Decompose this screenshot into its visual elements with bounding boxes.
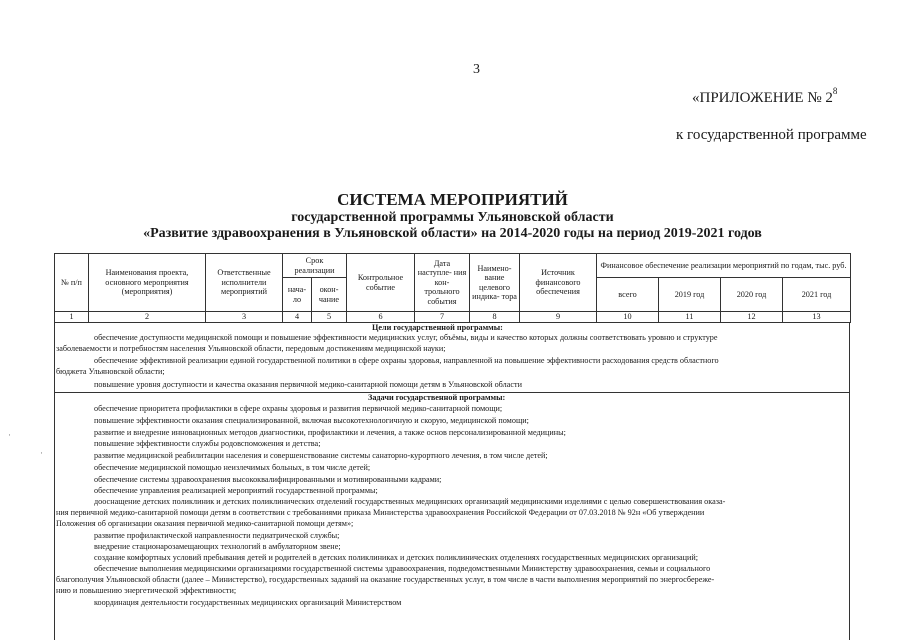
goal-line: бюджета Ульяновской области;: [56, 367, 165, 376]
goals-heading: Цели государственной программы:: [372, 323, 503, 332]
column-number: 5: [312, 312, 347, 323]
page-number: 3: [473, 62, 480, 77]
goal-line: повышение уровня доступности и качества оказания первичной медико-санитарной помощи детям в Ульяновской области: [94, 380, 522, 389]
header-2020: 2020 год: [721, 278, 783, 312]
header-executors: Ответственные исполнители мероприятий: [206, 254, 283, 312]
column-number: 11: [659, 312, 721, 323]
header-date: Дата наступле- ния кон- трольного события: [415, 254, 470, 312]
task-line: обеспечение медицинской помощью неизлечимых больных, в том числе детей;: [94, 463, 371, 472]
task-line: обеспечение управления реализацией мероприятий государственной программы;: [94, 486, 378, 495]
task-line: ния первичной медико-санитарной помощи детям в соответствии с требованиями приказа Министерства здравоохранения Российской Федерации от 07.03.2018 № 92н «Об утверждении: [56, 508, 705, 517]
task-line: дооснащение детских поликлиник и детских поликлинических отделений государственных медицинских организаций медицинскими изделиями с целью совершенствования оказа-: [94, 497, 726, 506]
margin-scan-mark: ·: [40, 448, 43, 458]
task-line: развитие медицинской реабилитации населения и совершенствование системы санаторно-курортного лечения, в том числе детей;: [94, 451, 548, 460]
header-indicator: Наимено- вание целевого индика- тора: [470, 254, 520, 312]
header-2019: 2019 год: [659, 278, 721, 312]
column-number: 8: [470, 312, 520, 323]
header-2021: 2021 год: [783, 278, 851, 312]
appendix-subtitle: к государственной программе: [676, 127, 867, 143]
column-number: 10: [597, 312, 659, 323]
header-num: № п/п: [55, 254, 89, 312]
task-line: создание комфортных условий пребывания детей и родителей в детских поликлиниках и детских поликлинических отделениях государственных медицинских организаций;: [94, 553, 699, 562]
header-term-end: окон- чание: [312, 278, 347, 312]
document-subtitle-2: «Развитие здравоохранения в Ульяновской области» на 2014-2020 годы на период 2019-2021 годов: [143, 226, 762, 241]
margin-scan-mark: ·: [8, 430, 11, 440]
appendix-title-text: «ПРИЛОЖЕНИЕ № 2: [692, 90, 833, 106]
appendix-title-superscript: 8: [832, 86, 838, 96]
task-line: координация деятельности государственных медицинских организаций Министерством: [94, 598, 402, 607]
task-line: повышение эффективности службы родовспоможения и детства;: [94, 439, 321, 448]
task-line: обеспечение приоритета профилактики в сфере охраны здоровья и развития первичной медико-санитарной помощи;: [94, 404, 503, 413]
task-line: развитие и внедрение инновационных методов диагностики, профилактики и лечения, а также основ персонализированной медицины;: [94, 428, 566, 437]
measures-table-header: [54, 253, 851, 323]
header-source: Источник финансового обеспечения: [520, 254, 597, 312]
task-line: обеспечение системы здравоохранения высококвалифицированными и мотивированными кадрами;: [94, 475, 442, 484]
column-number: 7: [415, 312, 470, 323]
header-control-event: Контрольное событие: [347, 254, 415, 312]
task-line: нию и повышению энергетической эффективности;: [56, 586, 237, 595]
task-line: благополучия Ульяновской области (далее – Министерство), государственных заданий на оказание государственных услуг, в том числе в части выполнения мероприятий по энергосбереже-: [56, 575, 715, 584]
task-line: обеспечение выполнения медицинскими организациями государственной системы здравоохранения, подведомственными Министерству здравоохранения, семьи и социального: [94, 564, 711, 573]
column-number: 4: [283, 312, 312, 323]
tasks-heading: Задачи государственной программы:: [368, 393, 506, 402]
column-number: 2: [89, 312, 206, 323]
task-line: Положения об организации оказания первичной медико-санитарной помощи детям»;: [56, 519, 354, 528]
document-subtitle-1: государственной программы Ульяновской области: [291, 210, 614, 225]
column-number: 9: [520, 312, 597, 323]
column-number: 13: [783, 312, 851, 323]
column-number: 3: [206, 312, 283, 323]
goal-line: заболеваемости и потребностям населения Ульяновской области, передовым достижениям медицинской науки;: [56, 344, 446, 353]
header-name: Наименования проекта, основного мероприятия (мероприятия): [89, 254, 206, 312]
header-term: Срок реализации: [283, 254, 347, 278]
goal-line: обеспечение эффективной реализации единой государственной политики в сфере охраны здоровья, направленной на повышение эффективности расходования средств областного: [94, 356, 719, 365]
header-total: всего: [597, 278, 659, 312]
appendix-title: [692, 86, 838, 107]
column-number: 1: [55, 312, 89, 323]
column-number: 12: [721, 312, 783, 323]
document-title: СИСТЕМА МЕРОПРИЯТИЙ: [337, 190, 568, 209]
header-financing: Финансовое обеспечение реализации мероприятий по годам, тыс. руб.: [597, 254, 851, 278]
task-line: внедрение стационарозамещающих технологий в амбулаторном звене;: [94, 542, 341, 551]
task-line: развитие профилактической направленности педиатрической службы;: [94, 531, 340, 540]
column-number: 6: [347, 312, 415, 323]
header-term-start: нача- ло: [283, 278, 312, 312]
goal-line: обеспечение доступности медицинской помощи и повышение эффективности медицинских услуг, объёмы, виды и качество которых должны соответствовать уровню и структуре: [94, 333, 718, 342]
task-line: повышение эффективности оказания специализированной, включая высокотехнологичную и скорую, медицинской помощи;: [94, 416, 529, 425]
